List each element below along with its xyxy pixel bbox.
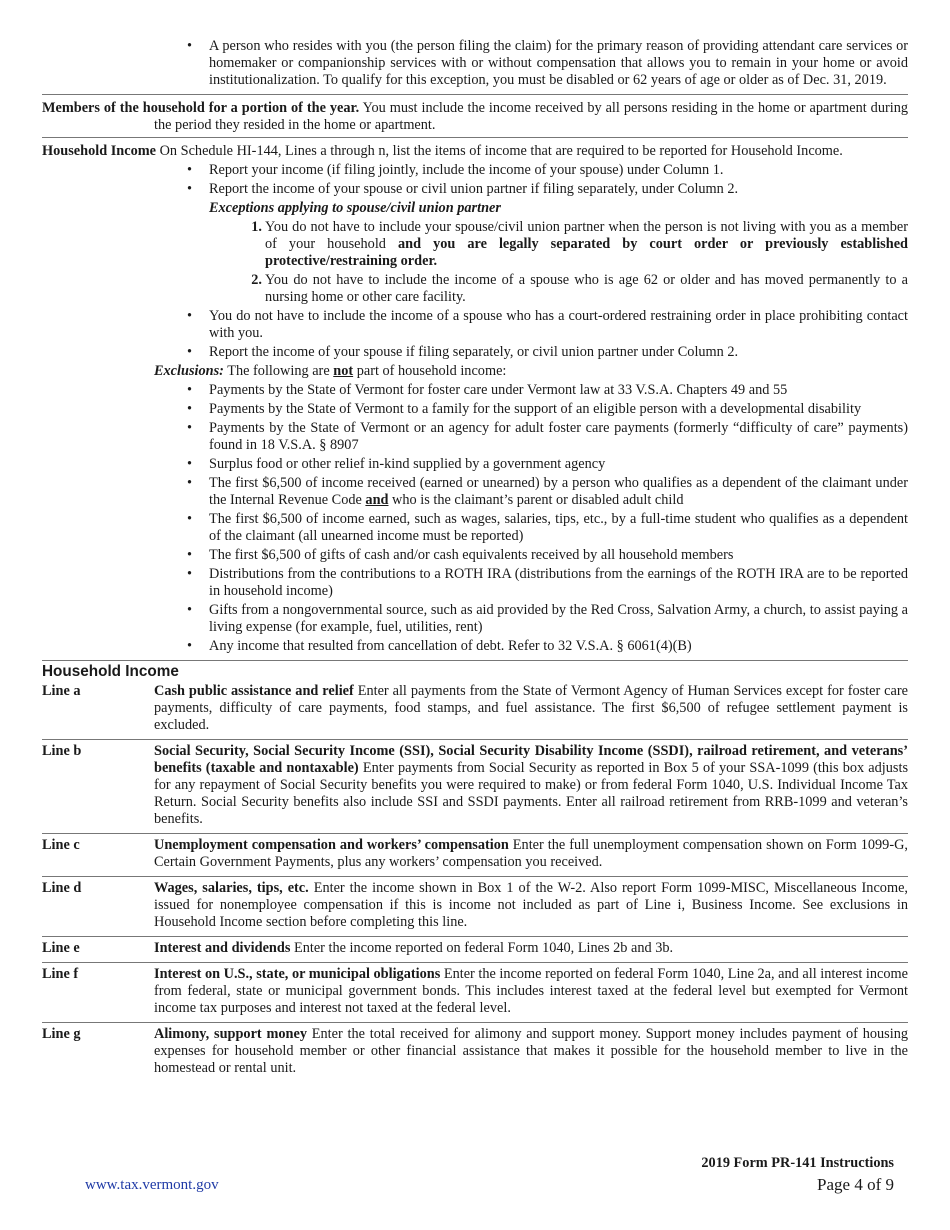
bullet-icon: • xyxy=(187,38,193,54)
line-item-c: Line c Unemployment compensation and workers’ compensation Enter the full unemployment compensation shown on Form 1099-G, Certain Government Payments, plus any workers’ compensation you received. xyxy=(42,837,908,870)
exception-item-2: 2. You do not have to include the income of a spouse who is age 62 or older and has moved permanently to a nursing home or other care facility. xyxy=(251,272,908,305)
bullet-icon: • xyxy=(187,162,193,178)
bullet-icon: • xyxy=(187,566,193,582)
bullet-icon: • xyxy=(187,420,193,436)
bullet-icon: • xyxy=(187,344,193,360)
list-item: • The first $6,500 of gifts of cash and/or cash equivalents received by all household members xyxy=(187,547,734,563)
list-item: • Distributions from the contributions to a ROTH IRA (distributions from the earnings of the ROTH IRA are to be reported in household income) xyxy=(187,566,908,599)
bullet-icon: • xyxy=(187,638,193,654)
list-item: • The first $6,500 of income received (earned or unearned) by a person who qualifies as a dependent of the claimant under the Internal Revenue Code and who is the claimant’s parent or disabled adult child xyxy=(187,475,908,508)
line-item-a: Line a Cash public assistance and relief Enter all payments from the State of Vermont Agency of Human Services except for foster care payments, difficulty of care payments, food stamps, and fuel assistance. The first $6,500 of refugee settlement payment is excluded. xyxy=(42,683,908,733)
bullet-icon: • xyxy=(187,511,193,527)
household-income-heading: Household Income xyxy=(42,143,156,159)
bullet-icon: • xyxy=(187,456,193,472)
household-income-intro xyxy=(42,138,908,162)
bullet-icon: • xyxy=(187,602,193,618)
list-item: • Payments by the State of Vermont to a family for the support of an eligible person with a developmental disability xyxy=(187,401,862,417)
line-item-e: Line e Interest and dividends Enter the income reported on federal Form 1040, Lines 2b and 3b. xyxy=(42,940,674,956)
bullet-icon: • xyxy=(187,401,193,417)
list-item: • Payments by the State of Vermont or an agency for adult foster care payments (formerly “difficulty of care” payments) found in 18 V.S.A. § 8907 xyxy=(187,420,908,453)
divider xyxy=(42,660,908,661)
intro-bullet: • A person who resides with you (the person filing the claim) for the primary reason of providing attendant care services or homemaker or companionship services with or without compensation that allows you to remain in your home or avoid institutionalization. To qualify for this exception, you must be disabled or 62 years of age or older as of Dec. 31, 2019. xyxy=(187,38,908,88)
exceptions-heading: Exceptions applying to spouse/civil union partner xyxy=(209,200,501,216)
line-items xyxy=(42,680,908,1082)
form-title: 2019 Form PR-141 Instructions xyxy=(701,1155,894,1171)
household-income-section-title: Household Income xyxy=(42,663,179,680)
list-item: • The first $6,500 of income earned, such as wages, salaries, tips, etc., by a full-time student who qualifies as a dependent of the claimant (all unearned income must be reported) xyxy=(187,511,908,544)
bullet-icon: • xyxy=(187,547,193,563)
members-text: You must include the income received by all persons residing in the home or apartment during the period they resided in the home or apartment. xyxy=(154,100,908,133)
document-page xyxy=(42,38,908,1082)
exclusions-intro: Exclusions: The following are not part of household income: xyxy=(154,363,507,379)
line-item-g: Line g Alimony, support money Enter the total received for alimony and support money. Support money includes payment of housing expenses for household member or other financial assistance that makes it possible for the household member to live in the homestead or rental unit. xyxy=(42,1026,908,1076)
list-item: • Gifts from a nongovernmental source, such as aid provided by the Red Cross, Salvation Army, a church, to assist paying a living expense (for example, fuel, utilities, rent) xyxy=(187,602,908,635)
line-item-d: Line d Wages, salaries, tips, etc. Enter the income shown in Box 1 of the W-2. Also report Form 1099-MISC, Miscellaneous Income, issued for nonemployee compensation if this is income not included as part of Line i, Business Income. See exclusions in Household Income section before completing this line. xyxy=(42,880,908,930)
exceptions-block xyxy=(42,200,908,306)
members-heading: Members of the household for a portion of the year. xyxy=(42,100,360,116)
members-section xyxy=(42,95,908,137)
list-item: • Any income that resulted from cancellation of debt. Refer to 32 V.S.A. § 6061(4)(B) xyxy=(187,638,692,654)
exception-item-1: 1. You do not have to include your spouse/civil union partner when the person is not living with you as a member of your household and you are legally separated by court order or previously established protective/restraining order. xyxy=(251,219,908,269)
list-item: • Surplus food or other relief in-kind supplied by a government agency xyxy=(187,456,606,472)
list-item: • You do not have to include the income of a spouse who has a court-ordered restraining order in place prohibiting contact with you. xyxy=(187,308,908,341)
bullet-icon: • xyxy=(187,308,193,324)
income-bullets-a xyxy=(42,162,908,198)
page-number: Page 4 of 9 xyxy=(817,1175,894,1194)
list-item: • Report the income of your spouse or civil union partner if filing separately, under Column 2. xyxy=(187,181,739,197)
bullet-icon: • xyxy=(187,382,193,398)
line-item-f: Line f Interest on U.S., state, or municipal obligations Enter the income reported on federal Form 1040, Line 2a, and all interest income from federal, state or municipal government bonds. This includes interest taxed at the federal level but exempted for Vermont income tax purposes and interest not taxed at the federal level. xyxy=(42,966,908,1016)
list-item: • Report the income of your spouse if filing separately, or civil union partner under Column 2. xyxy=(187,344,739,360)
bullet-icon: • xyxy=(187,181,193,197)
household-income-text: On Schedule HI-144, Lines a through n, list the items of income that are required to be reported for Household Income. xyxy=(156,143,843,159)
list-item: • Report your income (if filing jointly, include the income of your spouse) under Column 1. xyxy=(187,162,724,178)
income-bullets-b xyxy=(42,308,908,361)
line-item-b: Line b Social Security, Social Security Income (SSI), Social Security Disability Income (SSDI), railroad retirement, and veterans’ benefits (taxable and nontaxable) Enter payments from Social Security as reported in Box 5 of your SSA-1099 (this box adjusts for any repayment of Social Security benefits you were required to make) or from federal Form 1040, U.S. Individual Income Tax Return. Social Security benefits also include SSI and SSDI payments. Enter all railroad retirement from RRB-1099 and veteran’s benefits. xyxy=(42,743,909,827)
website-link[interactable]: www.tax.vermont.gov xyxy=(85,1177,219,1193)
exclusions-list xyxy=(42,382,908,655)
bullet-icon: • xyxy=(187,475,193,491)
list-item: • Payments by the State of Vermont for foster care under Vermont law at 33 V.S.A. Chapters 49 and 55 xyxy=(187,382,788,398)
